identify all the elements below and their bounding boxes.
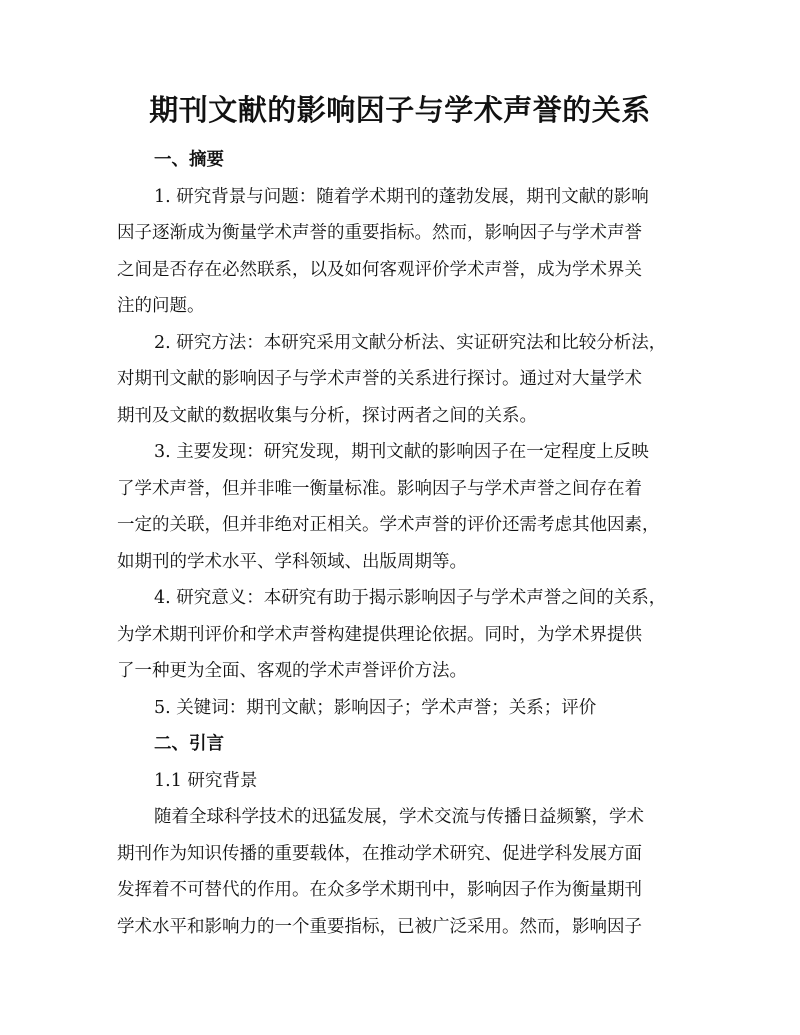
document-title: 期刊文献的影响因子与学术声誉的关系 [149,93,651,127]
paragraph-line: 4. 研究意义：本研究有助于揭示影响因子与学术声誉之间的关系， [154,588,667,608]
paragraph-line: 为学术期刊评价和学术声誉构建提供理论依据。同时，为学术界提供 [117,624,642,645]
section-heading-abstract: 一、摘要 [154,150,224,170]
paragraph-line: 3. 主要发现：研究发现，期刊文献的影响因子在一定程度上反映 [154,442,649,462]
paragraph-line: 之间是否存在必然联系，以及如何客观评价学术声誉，成为学术界关 [117,259,642,280]
paragraph-line: 对期刊文献的影响因子与学术声誉的关系进行探讨。通过对大量学术 [117,369,642,389]
paragraph-line: 一定的关联，但并非绝对正相关。学术声誉的评价还需考虑其他因素， [117,515,660,535]
paragraph-line: 期刊及文献的数据收集与分析，探讨两者之间的关系。 [117,405,537,426]
paragraph-line: 1. 研究背景与问题：随着学术期刊的蓬勃发展，期刊文献的影响 [154,186,649,207]
paragraph-line: 如期刊的学术水平、学科领域、出版周期等。 [117,551,467,572]
paragraph-line: 学术水平和影响力的一个重要指标，已被广泛采用。然而，影响因子 [117,916,642,937]
paragraph-line: 期刊作为知识传播的重要载体，在推动学术研究、促进学科发展方面 [117,843,642,864]
document-body [117,142,692,945]
paragraph-line: 注的问题。 [117,296,205,316]
paragraph-line: 2. 研究方法：本研究采用文献分析法、实证研究法和比较分析法， [154,332,667,353]
paragraph-line: 了学术声誉，但并非唯一衡量标准。影响因子与学术声誉之间存在着 [117,478,642,499]
subsection-heading: 1.1 研究背景 [154,770,258,791]
section-heading-intro: 二、引言 [154,734,224,754]
paragraph-line: 发挥着不可替代的作用。在众多学术期刊中，影响因子作为衡量期刊 [117,880,642,900]
paragraph-line: 随着全球科学技术的迅猛发展，学术交流与传播日益频繁，学术 [154,807,644,827]
keywords-line: 5. 关键词：期刊文献；影响因子；学术声誉；关系；评价 [154,697,597,718]
paragraph-line: 因子逐渐成为衡量学术声誉的重要指标。然而，影响因子与学术声誉 [117,223,642,243]
paragraph-line: 了一种更为全面、客观的学术声誉评价方法。 [117,661,467,681]
